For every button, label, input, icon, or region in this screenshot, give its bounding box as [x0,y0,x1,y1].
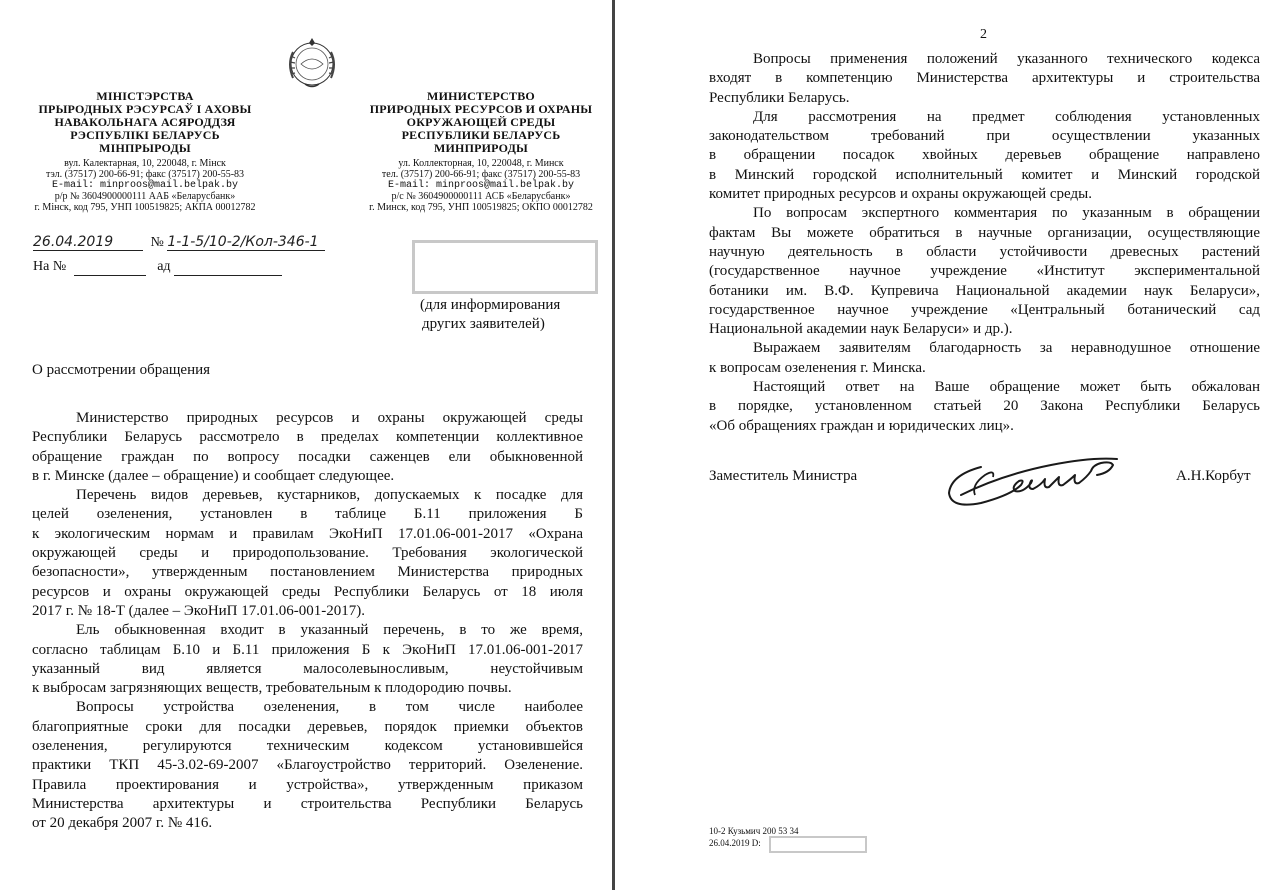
handwritten-number: 1-1-5/10-2/Кол-346-1 [167,234,325,251]
document-line: 26.04.2019 D: [709,838,761,848]
address-belarusian: вул. Калектарная, 10, 220048, г. Мінск тэл. (37517) 200-66-91; факс (37517) 200-55-83 E-mail: minproos@mail.belpak.by р/р № 3604900000111 ААБ «Беларусбанк» г. Мінск, код 795, УНП 100519825; АКПА 00012782 [34,158,256,213]
paragraph: Ель обыкновенная входит в указанный перечень, в то же время, [76,622,583,639]
paragraph: Вопросы устройства озеленения, в том числе наиболее [76,699,583,716]
signature-icon [941,445,1131,515]
address-russian: ул. Коллекторная, 10, 220048, г. Минск тел. (37517) 200-66-91; факс (37517) 200-55-83 E-mail: minproos@mail.belpak.by р/с № 3604900000111 АСБ «Беларусбанк» г. Минск, код 795, УНП 100519825; ОКПО 00012782 [369,158,593,213]
header-belarusian: МІНІСТЭРСТВА ПРЫРОДНЫХ РЭСУРСАЎ І АХОВЫ НАВАКОЛЬНАГА АСЯРОДДЗЯ РЭСПУБЛІКІ БЕЛАРУСЬ МІНПРЫРОДЫ [38,89,252,155]
header-russian: МИНИСТЕРСТВО ПРИРОДНЫХ РЕСУРСОВ И ОХРАНЫ ОКРУЖАЮЩЕЙ СРЕДЫ РЕСПУБЛИКИ БЕЛАРУСЬ МИНПРИРОДЫ [369,89,593,155]
handwritten-date: 26.04.2019 [33,234,143,251]
paragraph: Настоящий ответ на Ваше обращение может быть обжалован [753,379,1260,396]
letter-body-2: Вопросы применения положений указанного технического кодекса входят в компетенцию Министерства архитектуры и строительства Республики Беларусь. Для рассмотрения на предмет соблюдения установленных законодательством требований при осуществлении указанных в обращении посадок хвойных деревьев обращение направлено в Минский городской исполнительный комитет и Минский городской комитет природных ресурсов и охраны окружающей среды. По вопросам экспертного комментария по указанным в обращении фактам Вы можете обратиться в научные организации, осуществляющие научную деятельность в области устойчивости древесных растений (государственное научное учреждение «Институт экспериментальной ботаники им. В.Ф. Купревича Национальной академии наук Беларуси», государственное научное учреждение «Центральный ботанический сад Национальной академии наук Беларуси» и др.). Выражаем заявителям благодарность за неравнодушное отношение к вопросам озеленения г. Минска. Настоящий ответ на Ваше обращение может быть обжалован в порядке, установленном статьей 20 Закона Республики Беларусь «Об обращениях граждан и юридических лиц». [709,51,1260,434]
reference-line [33,259,282,276]
reference-mid: ад [157,259,171,274]
paragraph: Перечень видов деревьев, кустарников, допускаемых к посадке для [76,487,583,504]
paragraph: Министерство природных ресурсов и охраны окружающей среды [76,410,583,426]
page-divider [612,0,615,890]
registration-line [33,234,325,251]
redacted-recipient [412,240,598,294]
reference-prefix: На № [33,259,67,274]
subject-line: О рассмотрении обращения [32,362,211,378]
paragraph: Для рассмотрения на предмет соблюдения установленных [753,108,1260,125]
page-number: 2 [980,27,987,42]
reference-blank-2 [174,259,282,276]
executor-line: 10-2 Кузьмич 200 53 34 [709,826,799,836]
paragraph: Выражаем заявителям благодарность за неравнодушное отношение [753,340,1260,357]
emblem-icon [283,34,341,90]
paragraph: Вопросы применения положений указанного технического кодекса [753,51,1260,67]
signer-title: Заместитель Министра [709,468,858,484]
reference-blank [74,259,146,276]
paragraph: По вопросам экспертного комментария по указанным в обращении [753,205,1260,222]
letter-page-1 [0,0,612,890]
number-sign: № [150,235,164,250]
letter-body-1: Министерство природных ресурсов и охраны окружающей среды Республики Беларусь рассмотрело в пределах компетенции коллективное обращение граждан по вопросу посадки саженцев ели обыкновенной в г. Минске (далее – обращение) и сообщает следующее. Перечень видов деревьев, кустарников, допускаемых к посадке для целей озеленения, установлен в таблице Б.11 приложения Б к экологическим нормам и правилам ЭкоНиП 17.01.06-001-2017 «Охрана окружающей среды и природопользование. Требования экологической безопасности», утвержденным постановлением Министерства природных ресурсов и охраны окружающей среды Республики Беларусь от 18 июля 2017 г. № 18-Т (далее – ЭкоНиП 17.01.06-001-2017). Ель обыкновенная входит в указанный перечень, в то же время, согласно таблицам Б.10 и Б.11 приложения Б к ЭкоНиП 17.01.06-001-2017 указанный вид является малосолевыносливым, неустойчивым к выбросам загрязняющих веществ, требовательным к плодородию почвы. Вопросы устройства озеленения, в том числе наиболее благоприятные сроки для посадки деревьев, порядок приемки объектов озеленения, регулируются техническим кодексом установившейся практики ТКП 45-3.02-69-2007 «Благоустройство территорий. Озеленение. Правила проектирования и устройства», утвержденным приказом Министерства архитектуры и строительства Республики Беларусь от 20 декабря 2007 г. № 416. [32,410,583,832]
info-note: (для информирования других заявителей) [420,297,561,332]
redacted-path [769,836,867,853]
signer-name: А.Н.Корбут [1176,468,1251,484]
letter-page-2 [616,0,1280,890]
